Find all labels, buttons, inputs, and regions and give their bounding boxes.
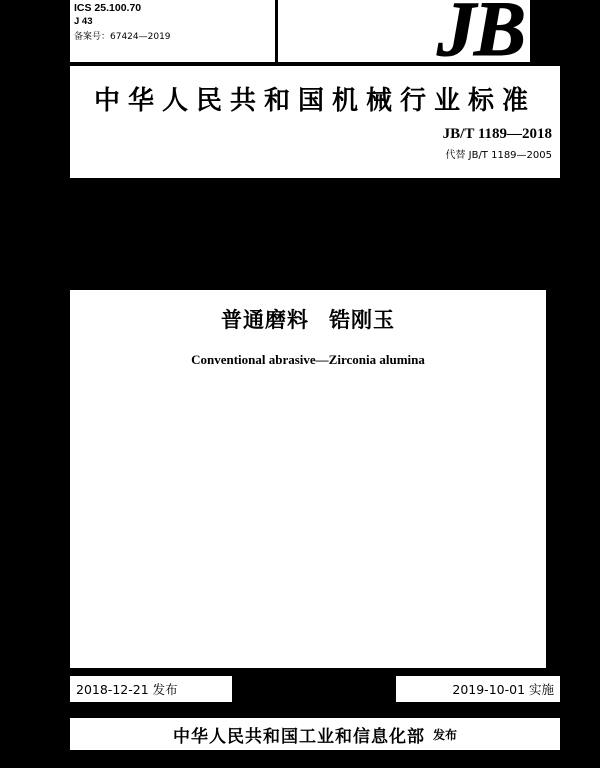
standard-number: JB/T 1189—2018 xyxy=(442,126,552,142)
jb-logo-block xyxy=(278,0,530,62)
ics-code: ICS 25.100.70 xyxy=(74,2,142,14)
document-title-cn-part2: 锆刚玉 xyxy=(329,308,395,332)
record-number: 备案号：67424—2019 xyxy=(74,32,171,42)
publisher-verb: 发布 xyxy=(432,727,457,742)
standard-banner xyxy=(70,66,560,178)
document-title-cn-part1: 普通磨料 xyxy=(221,308,309,332)
ics-info-block xyxy=(70,0,275,62)
classification-code: J 43 xyxy=(74,16,93,27)
implementation-date: 2019-10-01 实施 xyxy=(396,676,560,702)
banner-title: 中华人民共和国机械行业标准 xyxy=(93,86,536,116)
publisher-name: 中华人民共和国工业和信息化部 xyxy=(172,726,425,747)
publisher-bar xyxy=(70,718,560,750)
cover-body-panel xyxy=(70,290,546,668)
document-title-en: Conventional abrasive—Zirconia alumina xyxy=(191,352,425,367)
jb-logo-icon: JB xyxy=(436,0,524,62)
document-title-cn xyxy=(70,304,546,334)
standard-replaces: 代替 JB/T 1189—2005 xyxy=(445,150,552,161)
issue-date: 2018-12-21 发布 xyxy=(70,676,232,702)
